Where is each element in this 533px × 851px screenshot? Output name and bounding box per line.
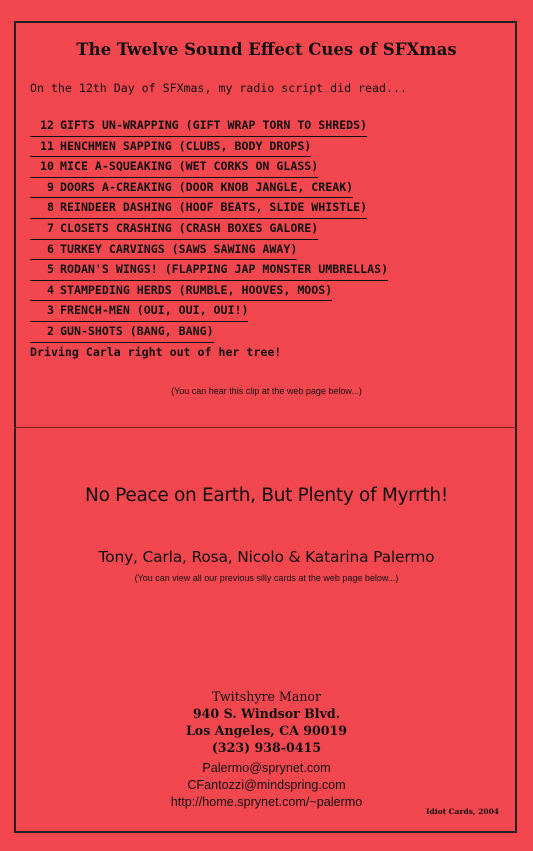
email-cfantozzi[interactable]: CFantozzi@mindspring.com (187, 778, 346, 793)
street-address: 940 S. Windsor Blvd. (192, 706, 341, 721)
cue-list (30, 116, 388, 343)
cards-note: (You can view all our previous silly cards at the web page below...) (134, 573, 399, 583)
cue-item (30, 219, 318, 240)
cue-number: 10 (40, 159, 54, 174)
cue-item (30, 281, 332, 302)
cue-item (30, 240, 297, 261)
mailing-address (0, 688, 533, 756)
closing-line: Driving Carla right out of her tree! (30, 345, 282, 359)
city-state-zip: Los Angeles, CA 90019 (185, 723, 348, 738)
intro-line: On the 12th Day of SFXmas, my radio script did read... (30, 81, 407, 95)
family-names: Tony, Carla, Rosa, Nicolo & Katarina Palermo (98, 548, 435, 566)
credit-line: Idiot Cards, 2004 (426, 807, 500, 816)
cue-item (30, 178, 353, 199)
cue-number: 11 (40, 138, 54, 153)
cue-text: HENCHMEN SAPPING (CLUBS, BODY DROPS) (60, 138, 312, 153)
cue-text: GUN-SHOTS (BANG, BANG) (60, 323, 214, 338)
cue-number: 12 (40, 118, 54, 132)
email-palermo[interactable]: Palermo@sprynet.com (202, 761, 331, 775)
cue-item (30, 116, 367, 137)
cue-item (30, 322, 214, 343)
card-title: The Twelve Sound Effect Cues of SFXmas (76, 40, 457, 59)
cue-number: 6 (47, 241, 54, 256)
cue-text: RODAN'S WINGS! (FLAPPING JAP MONSTER UMBRELLAS) (60, 262, 389, 277)
cue-text: STAMPEDING HERDS (RUMBLE, HOOVES, MOOS) (60, 282, 333, 297)
cue-item (30, 137, 311, 158)
cue-text: DOORS A-CREAKING (DOOR KNOB JANGLE, CREAK) (60, 179, 354, 194)
cue-text: CLOSETS CRASHING (CRASH BOXES GALORE) (60, 220, 319, 235)
headline: No Peace on Earth, But Plenty of Myrrth! (85, 485, 448, 506)
phone-number: (323) 938-0415 (211, 740, 322, 755)
house-name: Twitshyre Manor (211, 689, 322, 704)
cue-item (30, 198, 367, 219)
cue-number: 2 (47, 323, 54, 338)
website-url[interactable]: http://home.sprynet.com/~palermo (170, 795, 363, 810)
cue-text: MICE A-SQUEAKING (WET CORKS ON GLASS) (60, 159, 319, 174)
contact-links (0, 760, 533, 812)
cue-number: 9 (47, 179, 54, 194)
clip-note: (You can hear this clip at the web page below...) (171, 386, 362, 396)
cue-number: 4 (47, 282, 54, 297)
cue-number: 8 (47, 200, 54, 215)
cue-text: TURKEY CARVINGS (SAWS SAWING AWAY) (60, 241, 298, 256)
cue-text: FRENCH-MEN (OUI, OUI, OUI!) (60, 303, 249, 318)
cue-number: 7 (47, 220, 54, 235)
cue-text: GIFTS UN-WRAPPING (GIFT WRAP TORN TO SHREDS) (60, 118, 368, 132)
cue-number: 3 (47, 303, 54, 318)
cue-text: REINDEER DASHING (HOOF BEATS, SLIDE WHISTLE) (60, 200, 368, 215)
cue-item (30, 157, 318, 178)
cue-item (30, 260, 388, 281)
cue-number: 5 (47, 262, 54, 277)
cue-item (30, 301, 248, 322)
fold-line (14, 427, 517, 428)
